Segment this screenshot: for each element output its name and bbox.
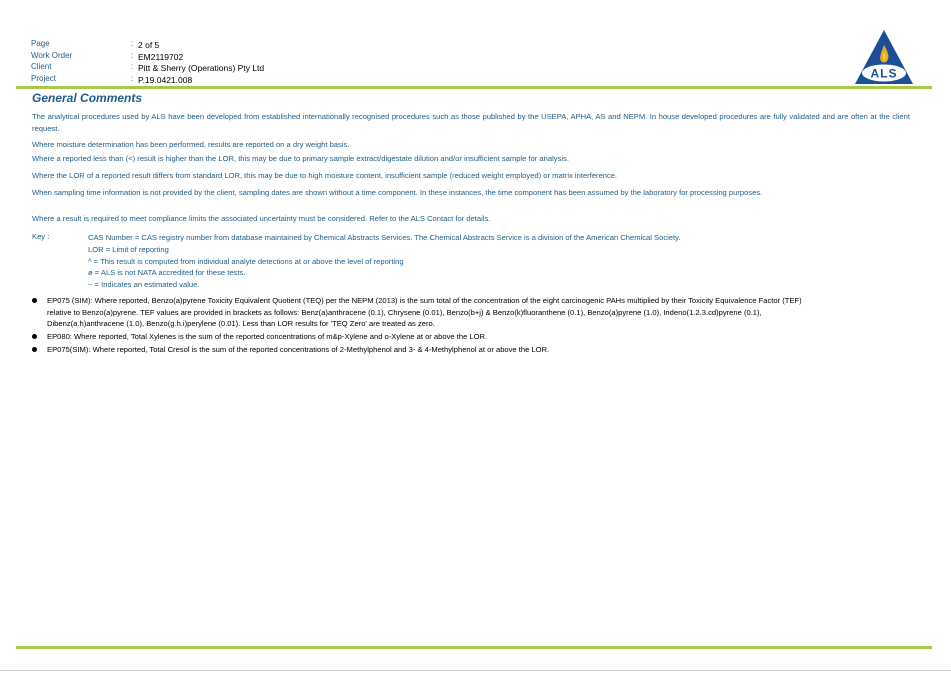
list-item xyxy=(32,331,822,343)
header-separator: : xyxy=(131,50,134,60)
key-item: ^ = This result is computed from individual analyte detections at or above the level of reporting xyxy=(88,256,404,266)
note-text: EP080: Where reported, Total Xylenes is the sum of the reported concentrations of m&p-Xylene and o-Xylene at or above the LOR. xyxy=(47,332,488,341)
logo-text: ALS xyxy=(870,66,898,81)
bullet-icon xyxy=(32,334,37,339)
key-item: CAS Number = CAS registry number from database maintained by Chemical Abstracts Services. The Chemical Abstracts Service is a division of the American Chemical Society. xyxy=(88,233,681,242)
header-value: 2 of 5 xyxy=(138,40,160,50)
comment-paragraph: Where a result is required to meet compliance limits the associated uncertainty must be considered. Refer to the ALS Contact for details. xyxy=(32,214,491,223)
note-text: EP075 (SIM): Where reported, Benzo(a)pyrene Toxicity Equivalent Quotient (TEQ) per the NEPM (2013) is the sum total of the concentration of the eight carcinogenic PAHs multiplied by their Toxicity Equivalence Factor (TEF) relative to Benzo(a)pyrene. TEF values are provided in brackets as follows: Benz(a)anthracene (0.1), Chrysene (0.01), Benzo(b+j) & Benzo(k)fluoranthene (0.1), Benzo(a)pyrene (1.0), Indeno(1.2.3.cd)pyrene (0.1), Dibenz(a.h)anthracene (1.0), Benzo(g.h.i)perylene (0.01). Less than LOR results for 'TEQ Zero' are treated as zero. xyxy=(47,296,802,328)
key-item: ~ = Indicates an estimated value. xyxy=(88,280,200,290)
list-item xyxy=(32,344,822,356)
note-text: EP075(SIM): Where reported, Total Cresol is the sum of the reported concentrations of 2-Methylphenol and 3- & 4-Methylphenol at or above the LOR. xyxy=(47,345,550,354)
bullet-icon xyxy=(32,298,37,303)
als-logo xyxy=(853,28,915,86)
section-title: General Comments xyxy=(32,91,143,105)
header-separator: : xyxy=(131,39,134,48)
key-label: Key : xyxy=(32,232,50,241)
comment-paragraph: Where a reported less than (<) result is higher than the LOR, this may be due to primary sample extract/digestate dilution and/or insufficient sample for analysis. xyxy=(32,154,569,163)
header-label: Project xyxy=(31,73,56,83)
header-separator: : xyxy=(131,62,134,72)
comment-paragraph: When sampling time information is not provided by the client, sampling dates are shown without a time component. In these instances, the time component has been assumed by the laboratory for processing purposes. xyxy=(32,188,763,197)
header-label: Page xyxy=(31,39,50,48)
bullet-icon xyxy=(32,347,37,352)
footer-divider xyxy=(16,646,932,649)
header-separator: : xyxy=(131,73,134,83)
header-label: Client xyxy=(31,62,52,72)
header-divider xyxy=(16,86,932,89)
comment-paragraph: The analytical procedures used by ALS have been developed from established internationally recognised procedures such as those published by the USEPA, APHA, AS and NEPM. In house developed procedures are fully validated and are often at the client request. xyxy=(32,112,910,133)
header-value: Pitt & Sherry (Operations) Pty Ltd xyxy=(138,63,265,74)
comment-paragraph: Where moisture determination has been performed, results are reported on a dry weight basis. xyxy=(32,140,350,149)
comment-paragraph: Where the LOR of a reported result differs from standard LOR, this may be due to high moisture content, insufficient sample (reduced weight employed) or matrix interference. xyxy=(32,171,618,180)
header-label: Work Order xyxy=(31,50,73,60)
key-item: ø = ALS is not NATA accredited for these tests. xyxy=(88,268,246,278)
list-item xyxy=(32,295,822,330)
key-item: LOR = Limit of reporting xyxy=(88,244,169,254)
header-value: P.19.0421.008 xyxy=(138,74,193,85)
method-notes-list xyxy=(32,295,822,357)
page-edge-line xyxy=(0,670,951,671)
header-value: EM2119702 xyxy=(138,51,184,62)
key-list xyxy=(88,232,681,291)
